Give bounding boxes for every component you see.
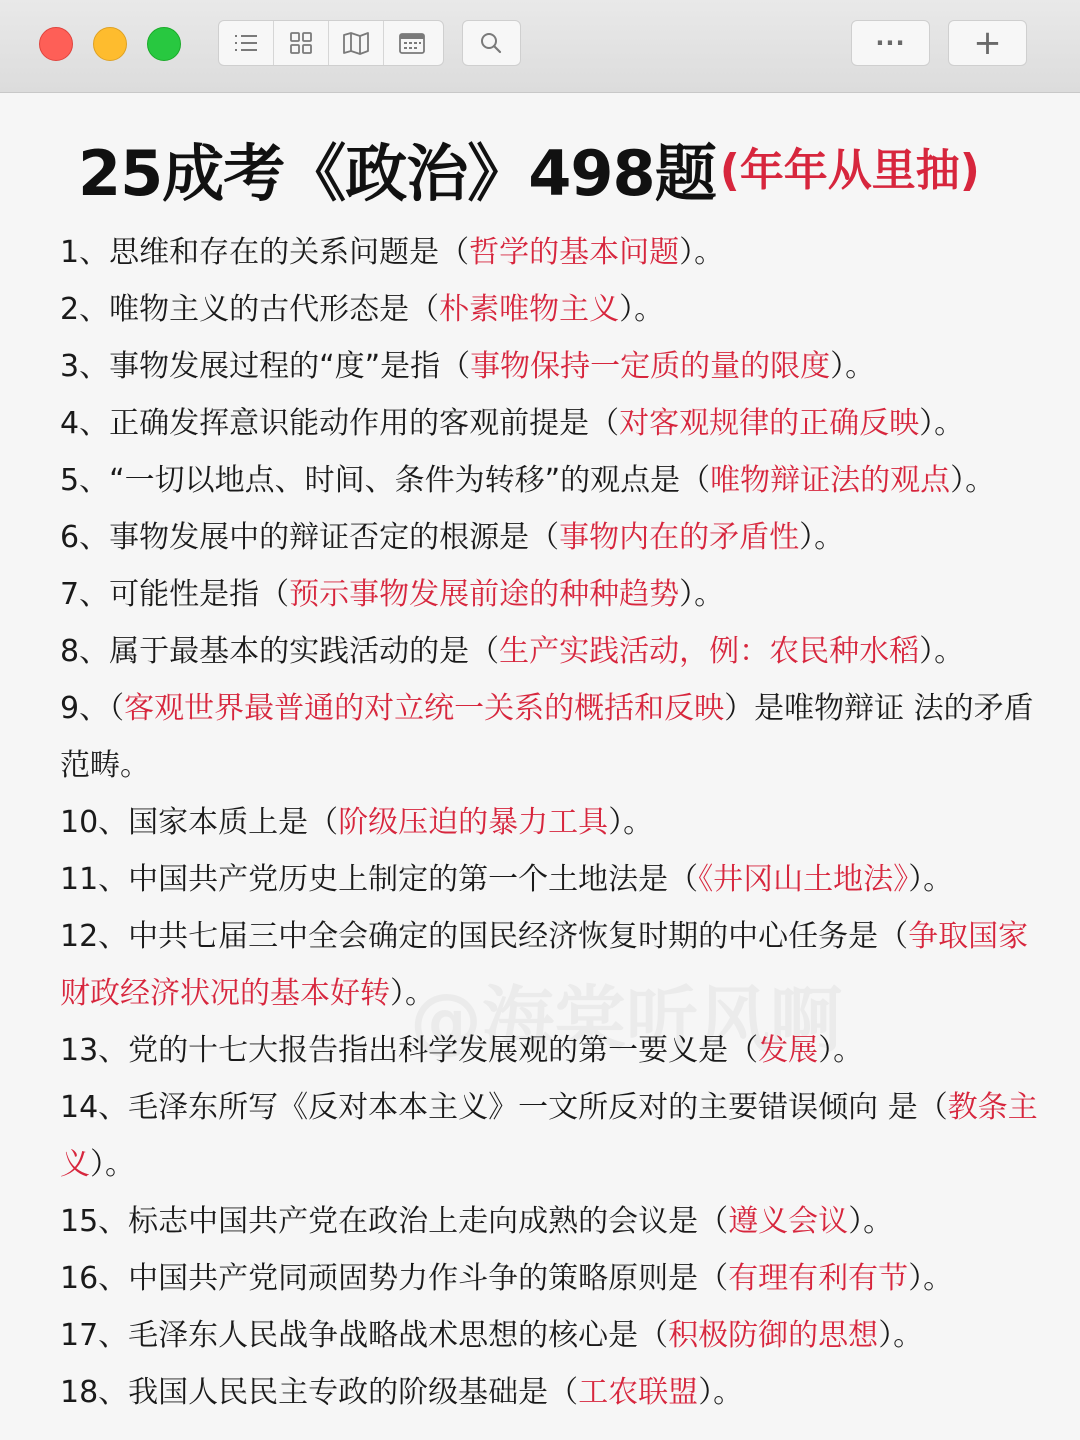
question-item xyxy=(60,1250,1050,1307)
answer-text: 阶级压迫的暴力工具 xyxy=(338,805,609,840)
answer-text: 《井冈山土地法》 xyxy=(698,862,909,897)
question-item xyxy=(60,623,1050,680)
search-button-group xyxy=(462,20,521,66)
grid-view-button[interactable] xyxy=(274,21,329,65)
question-item xyxy=(60,851,1050,908)
add-button[interactable] xyxy=(949,21,1026,65)
question-end: ）。 xyxy=(848,1204,894,1239)
question-text: 9、（ xyxy=(60,691,125,726)
question-list xyxy=(60,224,1050,1421)
question-end: ）。 xyxy=(608,805,654,840)
question-end: ）。 xyxy=(908,1261,954,1296)
question-end: ）是唯物辩证 法的矛盾范畴。 xyxy=(60,691,1034,783)
question-item xyxy=(60,395,1050,452)
question-text: 14、毛泽东所写《反对本本主义》一文所反对的主要错误倾向 是（ xyxy=(60,1090,948,1125)
answer-text: 遵义会议 xyxy=(728,1204,849,1239)
question-end: ）。 xyxy=(908,862,954,897)
more-icon: ··· xyxy=(875,29,906,57)
question-text: 1、思维和存在的关系问题是（ xyxy=(60,235,470,270)
title-subtitle: (年年从里抽) xyxy=(719,145,980,196)
view-mode-segmented-control xyxy=(218,20,444,66)
question-text: 13、党的十七大报告指出科学发展观的第一要义是（ xyxy=(60,1033,759,1068)
question-text: 16、中国共产党同顽固势力作斗争的策略原则是（ xyxy=(60,1261,729,1296)
question-item xyxy=(60,509,1050,566)
question-item xyxy=(60,338,1050,395)
question-item xyxy=(60,566,1050,623)
question-item xyxy=(60,224,1050,281)
question-end: ）。 xyxy=(919,406,965,441)
question-end: ）。 xyxy=(390,976,435,1011)
question-end: ）。 xyxy=(679,577,725,612)
close-window-button[interactable] xyxy=(39,27,73,61)
question-text: 2、唯物主义的古代形态是（ xyxy=(60,292,440,327)
more-button-group xyxy=(851,20,930,66)
zoom-window-button[interactable] xyxy=(147,27,181,61)
question-item xyxy=(60,281,1050,338)
question-text: 12、中共七届三中全会确定的国民经济恢复时期的中心任务是（ xyxy=(60,919,909,954)
question-text: 7、可能性是指（ xyxy=(60,577,290,612)
question-text: 8、属于最基本的实践活动的是（ xyxy=(60,634,500,669)
answer-text: 积极防御的思想 xyxy=(668,1318,879,1353)
question-end: ）。 xyxy=(679,235,725,270)
minimize-window-button[interactable] xyxy=(93,27,127,61)
question-end: ）。 xyxy=(619,292,665,327)
calendar-view-button[interactable] xyxy=(384,21,439,65)
question-end: ）。 xyxy=(818,1033,864,1068)
answer-text: 有理有利有节 xyxy=(728,1261,909,1296)
calendar-icon xyxy=(398,31,426,55)
question-text: 18、我国人民民主专政的阶级基础是（ xyxy=(60,1375,579,1410)
window-toolbar xyxy=(0,0,1080,93)
question-text: 10、国家本质上是（ xyxy=(60,805,339,840)
search-button[interactable] xyxy=(463,21,518,65)
question-text: 5、“一切以地点、时间、条件为转移”的观点是（ xyxy=(60,463,711,498)
answer-text: 唯物辩证法的观点 xyxy=(710,463,951,498)
list-icon xyxy=(233,32,259,54)
answer-text: 朴素唯物主义 xyxy=(439,292,620,327)
answer-text: 事物保持一定质的量的限度 xyxy=(470,349,831,384)
question-item xyxy=(60,1364,1050,1421)
question-end: ）。 xyxy=(698,1375,744,1410)
question-text: 17、毛泽东人民战争战略战术思想的核心是（ xyxy=(60,1318,669,1353)
question-end: ）。 xyxy=(799,520,845,555)
answer-text: 工农联盟 xyxy=(578,1375,699,1410)
question-end: ）。 xyxy=(90,1147,135,1182)
add-button-group xyxy=(948,20,1027,66)
question-end: ）。 xyxy=(830,349,876,384)
list-view-button[interactable] xyxy=(219,21,274,65)
grid-icon xyxy=(289,31,313,55)
answer-text: 教条主义 xyxy=(60,1090,1038,1182)
answer-text: 预示事物发展前途的种种趋势 xyxy=(289,577,680,612)
question-item xyxy=(60,452,1050,509)
answer-text: 争取国家财政经济状况的基本好转 xyxy=(60,919,1029,1011)
plus-icon: + xyxy=(973,23,1002,63)
answer-text: 对客观规律的正确反映 xyxy=(619,406,920,441)
question-item xyxy=(60,1193,1050,1250)
question-item xyxy=(60,1022,1050,1079)
question-end: ）。 xyxy=(878,1318,924,1353)
question-item xyxy=(60,794,1050,851)
question-text: 15、标志中国共产党在政治上走向成熟的会议是（ xyxy=(60,1204,729,1239)
question-end: ）。 xyxy=(919,634,965,669)
question-item xyxy=(60,1079,1050,1193)
question-item xyxy=(60,908,1050,1022)
question-end: ）。 xyxy=(950,463,996,498)
answer-text: 事物内在的矛盾性 xyxy=(559,520,800,555)
search-icon xyxy=(479,31,503,55)
answer-text: 发展 xyxy=(758,1033,819,1068)
question-item xyxy=(60,1307,1050,1364)
answer-text: 生产实践活动，例：农民种水稻 xyxy=(499,634,920,669)
question-item xyxy=(60,680,1050,794)
map-icon xyxy=(342,31,370,55)
page-title xyxy=(78,124,980,213)
question-text: 6、事物发展中的辩证否定的根源是（ xyxy=(60,520,560,555)
answer-text: 哲学的基本问题 xyxy=(469,235,680,270)
question-text: 3、事物发展过程的“度”是指（ xyxy=(60,349,471,384)
title-main: 25成考《政治》498题 xyxy=(78,137,716,210)
question-text: 11、中国共产党历史上制定的第一个土地法是（ xyxy=(60,862,699,897)
answer-text: 客观世界最普通的对立统一关系的概括和反映 xyxy=(124,691,725,726)
question-text: 4、正确发挥意识能动作用的客观前提是（ xyxy=(60,406,620,441)
more-options-button[interactable] xyxy=(852,21,929,65)
map-view-button[interactable] xyxy=(329,21,384,65)
